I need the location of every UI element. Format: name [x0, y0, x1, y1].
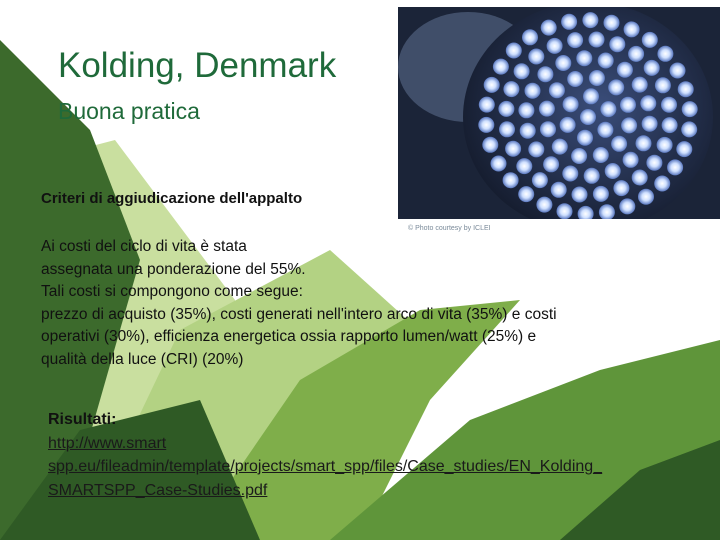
led-dot — [522, 29, 538, 45]
results-link[interactable] — [48, 432, 602, 503]
led-dot — [636, 135, 652, 151]
led-dot — [619, 198, 635, 214]
led-dot — [484, 77, 500, 93]
led-dot — [605, 163, 621, 179]
led-dot — [661, 97, 677, 113]
led-dot — [598, 53, 614, 69]
led-dot — [623, 152, 639, 168]
led-dot — [676, 141, 692, 157]
led-dot — [621, 117, 637, 133]
led-dot — [482, 137, 498, 153]
led-dot — [642, 116, 658, 132]
led-dot — [644, 60, 660, 76]
led-dot — [678, 81, 694, 97]
led-dot — [518, 186, 534, 202]
led-dot — [589, 32, 605, 48]
led-dot — [611, 136, 627, 152]
led-dot — [537, 66, 553, 82]
led-dot — [617, 62, 633, 78]
led-dot — [540, 121, 556, 137]
led-dot — [593, 186, 609, 202]
led-dot — [582, 12, 598, 28]
led-dot — [604, 15, 620, 31]
led-dot — [532, 172, 548, 188]
body-line: operativi (30%), efficienza energetica ossia rapporto lumen/watt (25%) e — [41, 328, 537, 345]
section-heading: Criteri di aggiudicazione dell'appalto — [41, 190, 303, 207]
led-dot — [562, 166, 578, 182]
led-dot — [572, 187, 588, 203]
led-dot — [580, 109, 596, 125]
led-dot — [608, 79, 624, 95]
led-dot — [563, 96, 579, 112]
slide-subtitle: Buona pratica — [58, 98, 200, 124]
led-dot — [593, 147, 609, 163]
results-block — [48, 408, 602, 502]
led-dot — [493, 59, 509, 75]
body-line: prezzo di acquisto (35%), costi generati nell'intero arco di vita (35%) e costi — [41, 305, 557, 323]
led-dot — [539, 101, 555, 117]
led-dot — [600, 101, 616, 117]
led-dot — [491, 156, 507, 172]
led-dot — [479, 97, 495, 113]
led-dot — [640, 95, 656, 111]
led-dot — [567, 71, 583, 87]
led-dot — [654, 176, 670, 192]
photo-credit: © Photo courtesy by ICLEI — [408, 225, 491, 232]
led-dot — [561, 14, 577, 30]
led-dot — [670, 63, 686, 79]
body-line: assegnata una ponderazione del 55%. — [41, 260, 306, 278]
led-dot — [609, 36, 625, 52]
led-dot — [583, 88, 599, 104]
led-dot — [498, 101, 514, 117]
led-dot — [657, 46, 673, 62]
led-dot — [528, 49, 544, 65]
led-dot — [503, 81, 519, 97]
led-dot — [541, 20, 557, 36]
led-dot — [576, 50, 592, 66]
led-bulb-photo — [398, 7, 720, 219]
led-dot — [525, 83, 541, 99]
led-dot — [577, 130, 593, 146]
body-line: qualità della luce (CRI) (20%) — [41, 350, 244, 368]
led-dot — [632, 170, 648, 186]
led-dot — [528, 141, 544, 157]
results-link-line[interactable]: http://www.smart — [48, 434, 167, 452]
led-dot — [514, 63, 530, 79]
led-dot — [552, 139, 568, 155]
led-dot — [620, 97, 636, 113]
led-dot — [571, 148, 587, 164]
led-dot — [682, 101, 698, 117]
led-dot — [478, 117, 494, 133]
led-dot — [551, 182, 567, 198]
led-dot — [681, 121, 697, 137]
led-dot — [543, 156, 559, 172]
led-dot — [642, 32, 658, 48]
led-dot — [506, 43, 522, 59]
led-dot — [516, 158, 532, 174]
led-dot — [503, 172, 519, 188]
body-text — [41, 236, 557, 371]
led-dot — [520, 123, 536, 139]
led-dot — [584, 168, 600, 184]
led-dot — [632, 77, 648, 93]
led-dot — [567, 32, 583, 48]
led-dot — [499, 121, 515, 137]
led-dot — [662, 117, 678, 133]
led-dot — [536, 197, 552, 213]
led-dot — [597, 122, 613, 138]
led-dot — [667, 159, 683, 175]
led-dot — [589, 70, 605, 86]
results-label: Risultati: — [48, 411, 117, 428]
led-dot — [638, 189, 654, 205]
led-dot — [657, 137, 673, 153]
slide-title: Kolding, Denmark — [58, 46, 337, 85]
led-dot — [613, 180, 629, 196]
led-dot — [628, 46, 644, 62]
led-dot — [555, 55, 571, 71]
led-dot — [547, 38, 563, 54]
led-dot — [549, 82, 565, 98]
body-line: Tali costi si compongono come segue: — [41, 283, 303, 300]
led-dot — [557, 203, 573, 219]
results-link-line[interactable]: SMARTSPP_Case-Studies.pdf — [48, 481, 268, 499]
led-dot — [505, 141, 521, 157]
led-dot — [624, 21, 640, 37]
body-line: Ai costi del ciclo di vita è stata — [41, 238, 247, 255]
led-dot — [646, 155, 662, 171]
led-dot — [560, 117, 576, 133]
led-dot — [518, 102, 534, 118]
led-dot — [655, 77, 671, 93]
results-link-line[interactable]: spp.eu/fileadmin/template/projects/smart_spp/files/Case_studies/EN_Kolding_ — [48, 458, 603, 475]
